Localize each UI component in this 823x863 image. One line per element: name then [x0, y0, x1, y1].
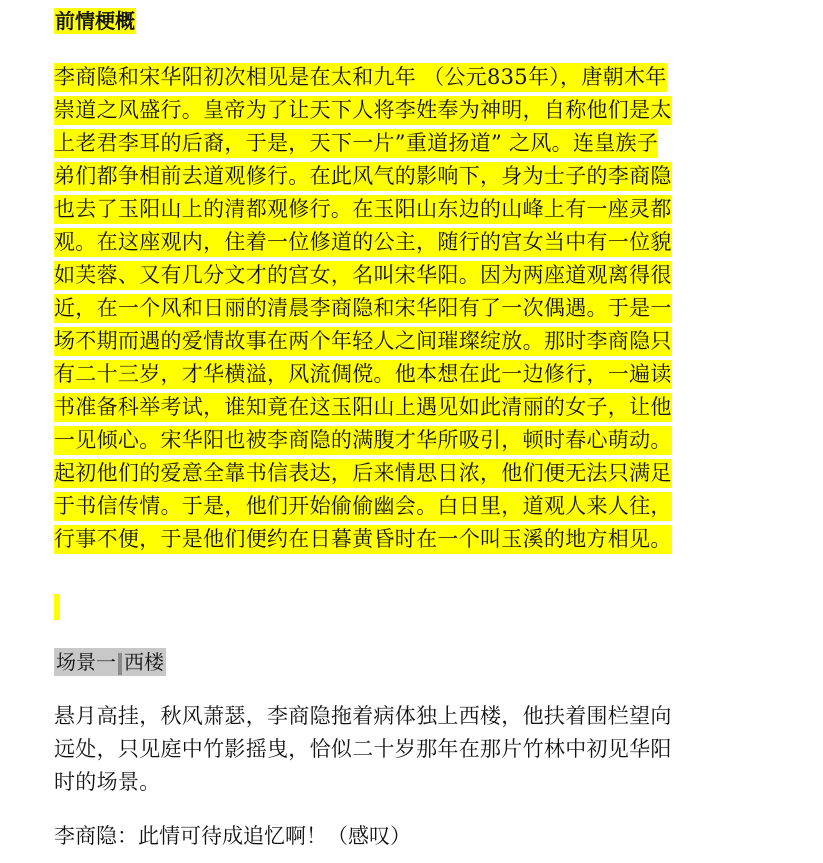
scene-number: 场景一 [56, 650, 116, 674]
summary-line: 也去了玉阳山上的清都观修行。在玉阳山东边的山峰上有一座灵都 [54, 194, 754, 227]
summary-line: 上老君李耳的后裔，于是，天下一片”重道扬道” 之风。连皇族子 [54, 128, 754, 161]
narration-line: 时的场景。 [54, 770, 161, 794]
dialogue-line: 李商隐：此情可待成追忆啊！（感叹） [54, 824, 411, 848]
summary-line: 场不期而遇的爱情故事在两个年轻人之间璀璨绽放。那时李商隐只 [54, 326, 754, 359]
summary-line: 近，在一个风和日丽的清晨李商隐和宋华阳有了一次偶遇。于是一 [54, 293, 754, 326]
summary-line: 李商隐和宋华阳初次相见是在太和九年 （公元835年），唐朝木年 [54, 62, 754, 95]
summary-line: 书准备科举考试，谁知竟在这玉阳山上遇见如此清丽的女子，让他 [54, 392, 754, 425]
scene-name: 西楼 [124, 650, 164, 674]
empty-highlighted-paragraph[interactable] [54, 594, 60, 620]
scene-title[interactable] [54, 648, 166, 676]
summary-line: 弟们都争相前去道观修行。在此风气的影响下，身为士子的李商隐 [54, 161, 754, 194]
narration-line: 远处，只见庭中竹影摇曳，恰似二十岁那年在那片竹林中初见华阳 [54, 737, 672, 761]
summary-line: 有二十三岁，才华横溢，风流倜傥。他本想在此一边修行，一遍读 [54, 359, 754, 392]
summary-line: 于书信传情。于是，他们开始偷偷幽会。白日里，道观人来人往， [54, 491, 754, 524]
summary-line: 起初他们的爱意全靠书信表达，后来情思日浓，他们便无法只满足 [54, 458, 754, 491]
text-cursor [118, 653, 122, 675]
section-heading: 前情梗概 [55, 9, 135, 33]
summary-line: 一见倾心。宋华阳也被李商隐的满腹才华所吸引，顿时春心萌动。 [54, 425, 754, 458]
summary-paragraph [54, 62, 754, 557]
narration-paragraph [54, 700, 774, 799]
summary-line: 如芙蓉、又有几分文才的宫女，名叫宋华阳。因为两座道观离得很 [54, 260, 754, 293]
summary-line: 崇道之风盛行。皇帝为了让天下人将李姓奉为神明，自称他们是太 [54, 95, 754, 128]
summary-line: 行事不便，于是他们便约在日暮黄昏时在一个叫玉溪的地方相见。 [54, 524, 754, 557]
narration-line: 悬月高挂，秋风萧瑟，李商隐拖着病体独上西楼，他扶着围栏望向 [54, 704, 672, 728]
summary-line: 观。在这座观内，住着一位修道的公主，随行的宫女当中有一位貌 [54, 227, 754, 260]
